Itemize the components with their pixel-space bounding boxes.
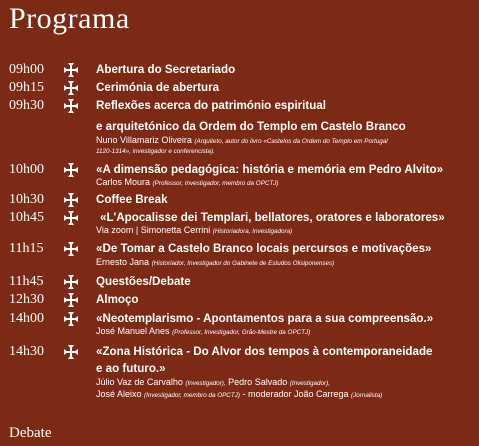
speaker-name: Ernesto Jana: [96, 257, 150, 267]
time-label: 11h45: [9, 274, 44, 289]
session-title: «Neotemplarismo - Apontamentos para a sua compreensão.»: [96, 312, 434, 325]
templar-cross-icon: [64, 275, 78, 289]
session-title: «L'Apocalisse dei Templari, bellatores, oratores e laboratores»: [100, 211, 445, 224]
moderator-name: - moderador João Carrega: [242, 389, 349, 399]
speaker-note-line2: [96, 145, 215, 157]
speaker-note: (Historiadora, Investigadora): [212, 228, 293, 235]
session-title: «Zona Histórica - Do Alvor dos tempos à contemporaneidade: [96, 345, 433, 358]
time-label: 14h00: [9, 311, 44, 326]
session-title: Cerimónia de abertura: [96, 81, 220, 94]
speaker-note: (Investigador, membro da OPCTJ): [144, 392, 240, 399]
session-title-line2: e arquitetónico da Ordem do Templo em Castelo Branco: [96, 120, 406, 133]
speaker-note: (Arquiteto, autor do livro «Castelos da Ordem do Templo em Portugal: [194, 138, 388, 145]
session-title: «De Tomar a Castelo Branco locais percursos e motivações»: [96, 242, 432, 255]
templar-cross-icon: [64, 193, 78, 207]
speaker: [96, 225, 292, 237]
speaker: [96, 257, 334, 269]
templar-cross-icon: [64, 81, 78, 95]
speaker-name: Via zoom | Simonetta Cerrini: [96, 225, 211, 235]
session-title: Coffee Break: [96, 193, 168, 206]
time-label: 12h30: [9, 292, 44, 307]
speaker-name: José Aleixo: [96, 389, 142, 399]
speaker-name: Nuno Villamariz Oliveira: [96, 135, 192, 145]
speaker-note: (Investigador),: [185, 380, 226, 387]
speaker-note: (Investigador),: [289, 380, 330, 387]
time-label: 10h00: [9, 162, 44, 177]
time-label: 10h30: [9, 192, 44, 207]
speakers-line2: [96, 389, 382, 401]
session-title: Reflexões acerca do património espiritual: [96, 99, 327, 112]
section-heading: Debate: [9, 425, 52, 441]
templar-cross-icon: [64, 345, 78, 359]
speaker-name: Carlos Moura: [96, 177, 151, 187]
time-label: 10h45: [9, 210, 44, 225]
speakers-line1: [96, 377, 330, 389]
templar-cross-icon: [64, 99, 78, 113]
speaker-note: (Historiador, Investigador do Gabinete de Estudos Olisiponenses): [151, 260, 335, 267]
session-title: «A dimensão pedagógica: história e memória em Pedro Alvito»: [96, 163, 444, 176]
speaker-note: (Professor, Investigador, membro da OPCTJ): [152, 180, 279, 187]
time-label: 11h15: [9, 241, 44, 256]
templar-cross-icon: [64, 312, 78, 326]
session-title-line2: e ao futuro.»: [96, 362, 166, 375]
time-label: 09h00: [9, 62, 44, 77]
speaker-name: Pedro Salvado: [228, 377, 288, 387]
templar-cross-icon: [64, 211, 78, 225]
templar-cross-icon: [64, 163, 78, 177]
page-title: Programa: [9, 2, 130, 35]
session-title: Abertura do Secretariado: [96, 63, 236, 76]
speaker-note: (Jornalista): [351, 392, 383, 399]
speaker-note: 1120-1314», investigador e conferencista).: [96, 148, 215, 155]
time-label: 14h30: [9, 344, 44, 359]
speaker: [96, 177, 279, 189]
speaker-name: José Manuel Anes: [96, 326, 170, 336]
templar-cross-icon: [64, 242, 78, 256]
speaker-name: Júlio Vaz de Carvalho: [96, 377, 183, 387]
session-title: Questões/Debate: [96, 275, 191, 288]
templar-cross-icon: [64, 293, 78, 307]
time-label: 09h30: [9, 98, 44, 113]
speaker: [96, 326, 310, 338]
time-label: 09h15: [9, 80, 44, 95]
speaker-note: (Professor, Investigador, Grão-Mestre da OPCTJ): [172, 329, 311, 336]
session-title: Almoço: [96, 293, 139, 306]
templar-cross-icon: [64, 63, 78, 77]
